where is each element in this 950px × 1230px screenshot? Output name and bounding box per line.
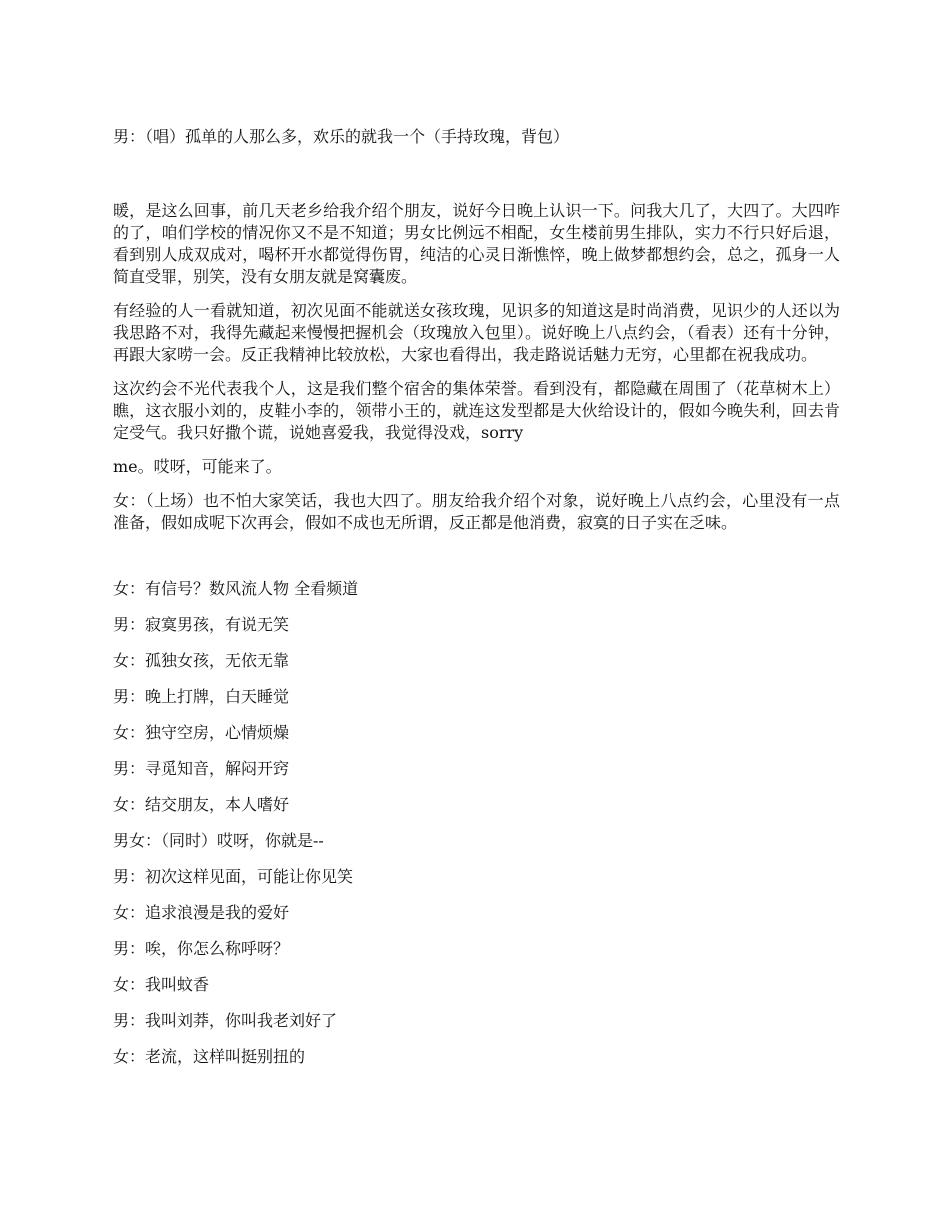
- dialogue-line: 男：晚上打牌，白天睡觉: [113, 687, 290, 706]
- dialogue-line: 女：结交朋友，本人嗜好: [113, 795, 290, 814]
- paragraph-3: 这次约会不光代表我个人，这是我们整个宿舍的集体荣誉。看到没有，都隐藏在周围了（花草树木上）瞧，这衣服小刘的，皮鞋小李的，领带小王的，就连这发型都是大伙给设计的，假如今晚失利，回去肯定受气。我只好撒个谎，说她喜爱我，我觉得没戏，sorry: [113, 379, 840, 442]
- dialogue-line: 女：追求浪漫是我的爱好: [113, 903, 290, 922]
- spacer: [113, 148, 840, 200]
- dialogue-line: 男：我叫刘莽，你叫我老刘好了: [113, 1011, 338, 1030]
- spacer: [113, 366, 840, 378]
- dialogue-line: 男：寂寞男孩，有说无笑: [113, 615, 290, 634]
- dialogue-line: 男：唉，你怎么称呼呀？: [113, 939, 290, 958]
- intro-line: 男：（唱）孤单的人那么多，欢乐的就我一个（手持玫瑰，背包）: [113, 127, 570, 146]
- dialogue-line: 男女：（同时）哎呀，你就是--: [113, 831, 324, 850]
- spacer: [113, 444, 840, 456]
- dialogue-line: 男：初次这样见面，可能让你见笑: [113, 867, 354, 886]
- paragraph-2: 有经验的人一看就知道，初次见面不能就送女孩玫瑰，见识多的知道这是时尚消费，见识少的人还以为我思路不对，我得先藏起来慢慢把握机会（玫瑰放入包里）。说好晚上八点约会，（看表）还有十分钟，再跟大家唠一会。反正我精神比较放松，大家也看得出，我走路说话魅力无穷，心里都在祝我成功。: [113, 301, 840, 364]
- dialogue-line: 女：孤独女孩，无依无靠: [113, 651, 290, 670]
- dialogue-line: 女：老流，这样叫挺别扭的: [113, 1047, 306, 1066]
- dialogue-line: 女：有信号？数风流人物 全看频道: [113, 579, 359, 598]
- dialogue-line: 女：我叫蚊香: [113, 975, 210, 994]
- dialogue-list: [113, 578, 840, 1068]
- spacer: [113, 288, 840, 300]
- paragraph-4: me。哎呀，可能来了。: [113, 457, 282, 476]
- dialogue-line: 女：独守空房，心情烦燥: [113, 723, 290, 742]
- spacer: [113, 478, 840, 490]
- dialogue-line: 男：寻觅知音，解闷开窍: [113, 759, 290, 778]
- paragraph-5: 女：（上场）也不怕大家笑话，我也大四了。朋友给我介绍个对象，说好晚上八点约会，心里没有一点准备，假如成呢下次再会，假如不成也无所谓，反正都是他消费，寂寞的日子实在乏味。: [113, 491, 840, 532]
- document-page: [113, 126, 840, 1082]
- paragraph-1: 暖，是这么回事，前几天老乡给我介绍个朋友，说好今日晚上认识一下。问我大几了，大四了。大四咋的了，咱们学校的情况你又不是不知道；男女比例远不相配，女生楼前男生排队，实力不行只好后退，看到别人成双成对，喝杯开水都觉得伤胃，纯洁的心灵日渐憔悴，晚上做梦都想约会，总之，孤身一人简直受罪，别笑，没有女朋友就是窝囊废。: [113, 201, 840, 286]
- spacer: [113, 534, 840, 578]
